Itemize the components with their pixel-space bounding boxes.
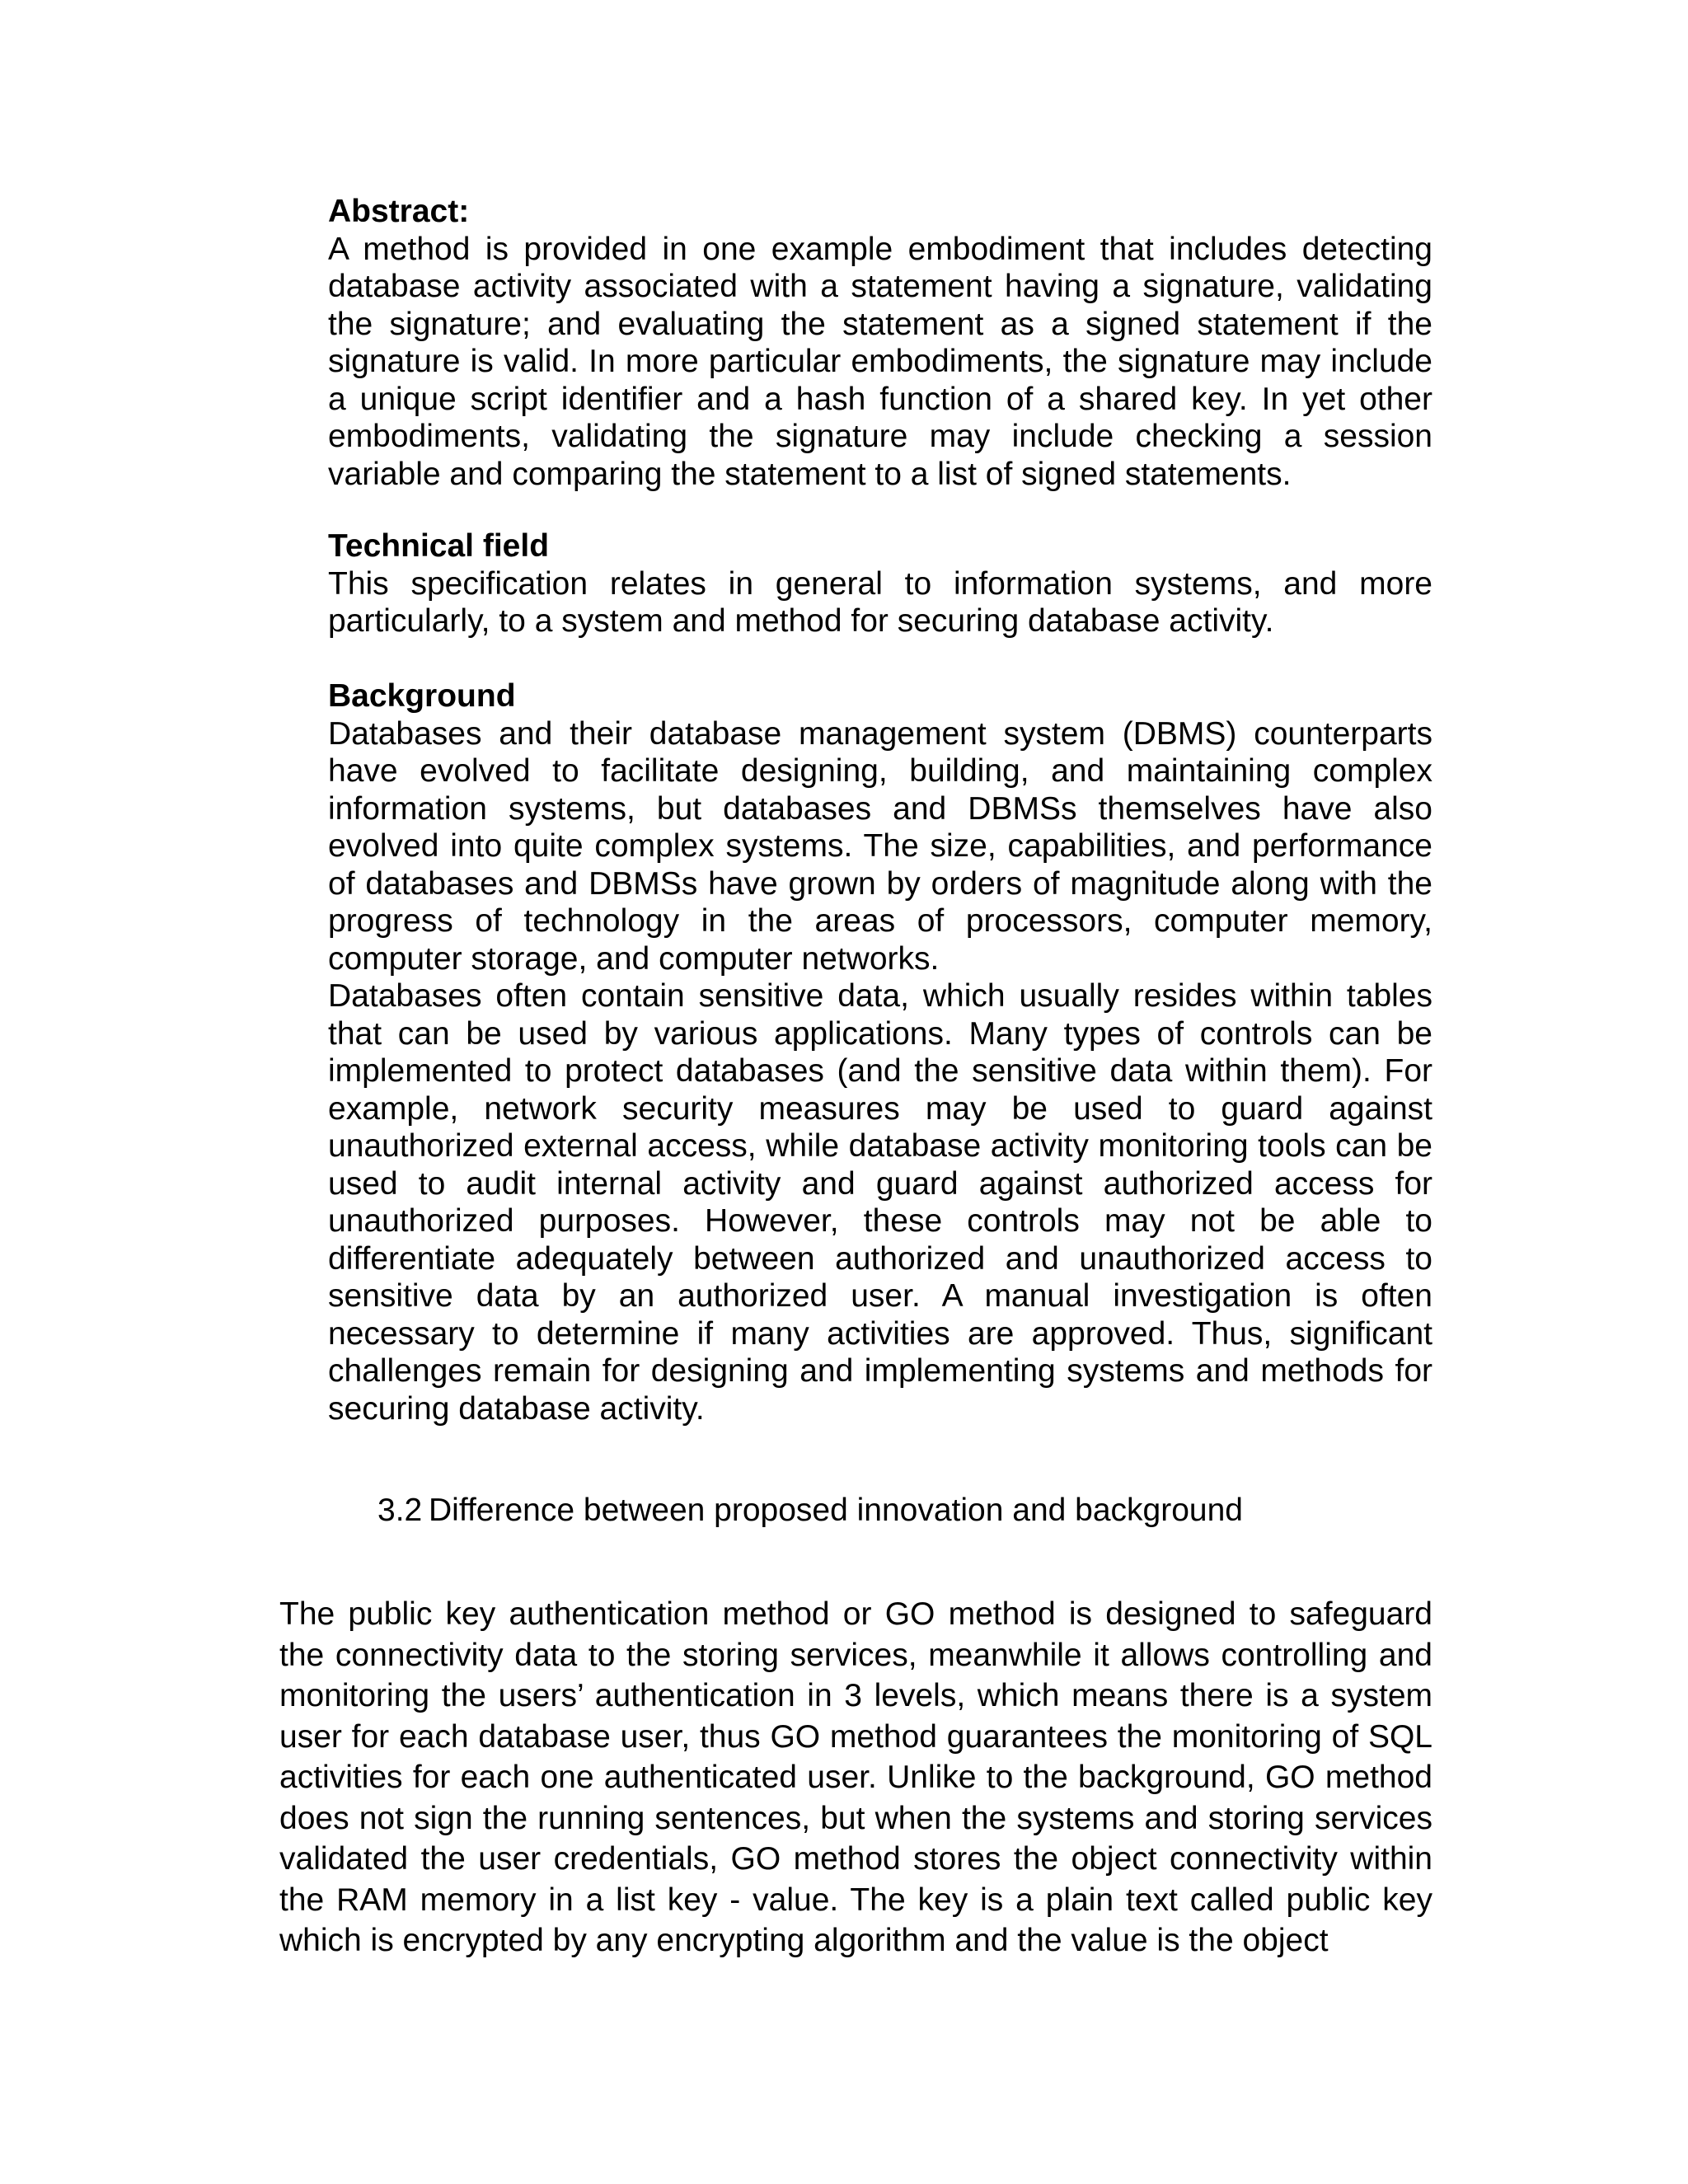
background-heading: Background — [328, 678, 516, 714]
abstract-heading: Abstract: — [328, 194, 470, 229]
abstract-text: A method is provided in one example embodiment that includes detecting database activity associated with a statement having a signature, validating the signature; and evaluating the statement as a signed statement if the signature is valid. In more particular embodiments, the signature may include a unique script identifier and a hash function of a shared key. In yet other embodiments, validating the signature may include checking a session variable and comparing the statement to a list of signed statements. — [328, 231, 1432, 492]
technical-field-section — [328, 527, 1432, 640]
background-paragraph-1: Databases and their database management system (DBMS) counterparts have evolved to facilitate designing, building, and maintaining complex information systems, but databases and DBMSs themselves have also evolved into quite complex systems. The size, capabilities, and performance of databases and DBMSs have grown by orders of magnitude along with the progress of technology in the areas of processors, computer memory, computer storage, and computer networks. — [328, 715, 1432, 977]
background-paragraph-2: Databases often contain sensitive data, which usually resides within tables that can be used by various applications. Many types of controls can be implemented to protect databases (and the sensitive data within them). For example, network security measures may be used to guard against unauthorized external access, while database activity monitoring tools can be used to audit internal activity and guard against authorized access for unauthorized purposes. However, these controls may not be able to differentiate adequately between authorized and unauthorized access to sensitive data by an authorized user. A manual investigation is often necessary to determine if many activities are approved. Thus, significant challenges remain for designing and implementing systems and methods for securing database activity. — [328, 978, 1432, 1427]
section-title-text: Difference between proposed innovation and background — [429, 1493, 1243, 1528]
technical-field-text: This specification relates in general to information systems, and more particularly, to a system and method for securing database activity. — [328, 565, 1432, 639]
difference-section — [279, 1594, 1432, 1961]
section-heading — [377, 1492, 1243, 1530]
difference-body-text: The public key authentication method or GO method is designed to safeguard the connectivity data to the storing services, meanwhile it allows controlling and monitoring the users’ authentication in 3 levels, which means there is a system user for each database user, thus GO method guarantees the monitoring of SQL activities for each one authenticated user. Unlike to the background, GO method does not sign the running sentences, but when the systems and storing services validated the user credentials, GO method stores the object connectivity within the RAM memory in a list key - value. The key is a plain text called public key which is encrypted by any encrypting algorithm and the value is the object — [279, 1596, 1432, 1958]
technical-field-heading: Technical field — [328, 528, 550, 564]
background-section — [328, 677, 1432, 1427]
abstract-section — [328, 193, 1432, 493]
section-number: 3.2 — [377, 1493, 423, 1528]
